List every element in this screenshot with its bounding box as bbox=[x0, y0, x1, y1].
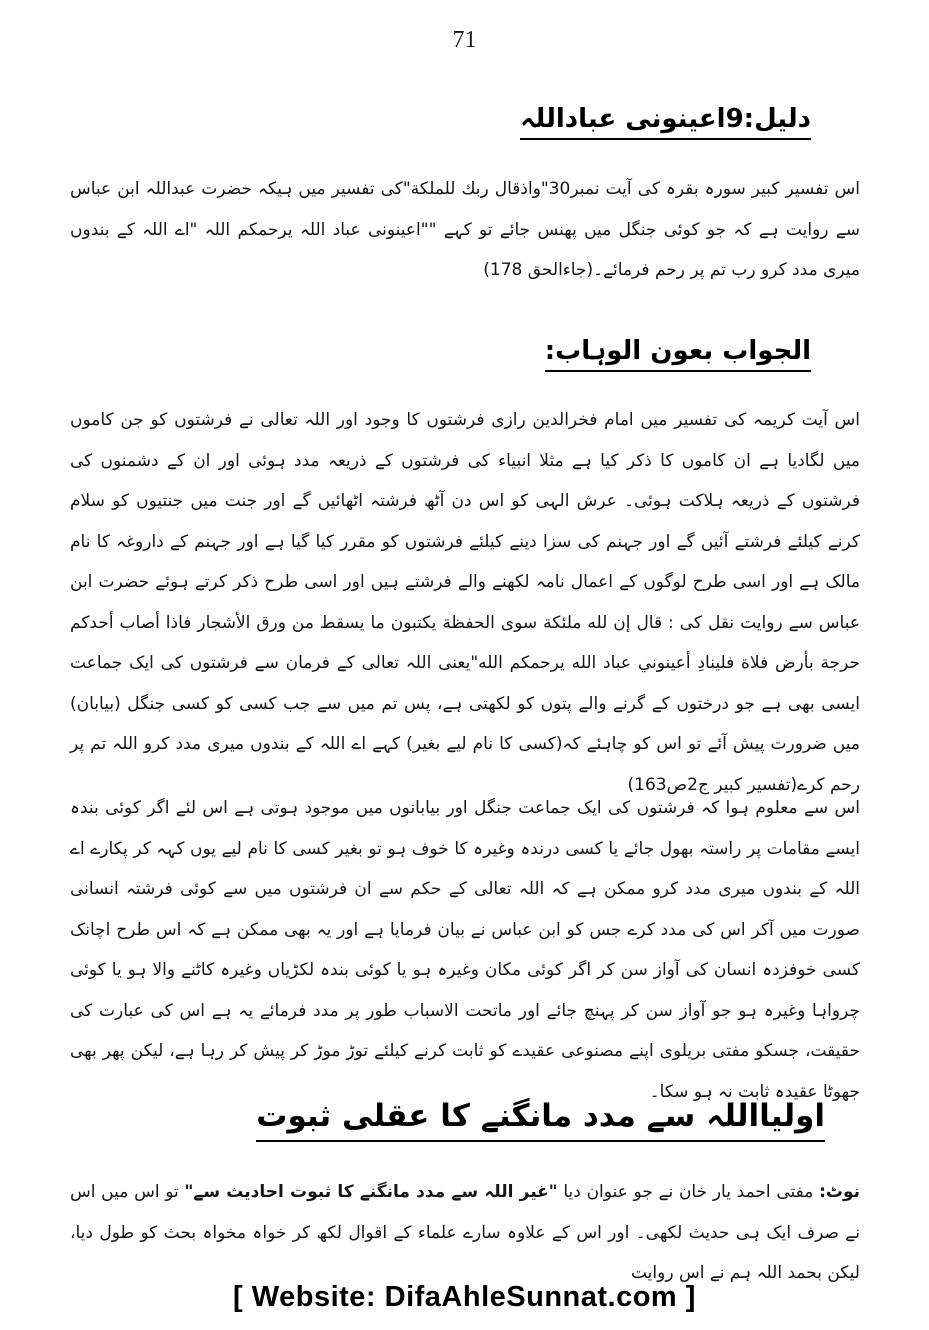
jawab-paragraph-2: اس سے معلوم ہوا کہ فرشتوں کی ایک جماعت جنگل اور بیابانوں میں موجود ہوتی ہے اس لئے اگر کوئی بندہ ایسے مقامات پر راستہ بھول جائے یا کسی درندہ وغیرہ کا خوف ہو تو بغیر کسی کا نام لیے یوں کہہ کر پکارے اے اللہ کے بندوں میری مدد کرو ممکن ہے کہ اللہ تعالی کے حکم سے ان فرشتوں میں سے کوئی فرشتہ انسانی صورت میں آکر اس کی مدد کرے جس کو ابن عباس نے بیان فرمایا ہے اور یہ بھی ممکن ہے کہ اس طرح اچانک کسی خوفزدہ انسان کی آواز سن کر اگر کوئی مکان وغیرہ ہو یا کوئی بندہ لکڑیاں وغیرہ کاٹنے والا ہو یا کوئی چرواہا وغیرہ ہو جو آواز سن کر پہنچ جائے اور ماتحت الاسباب طور پر مدد فرمائے یہ ہے اس کی عبارت کی حقیقت، جسکو مفتی بریلوی اپنے مصنوعی عقیدے کو ثابت کرنے کیلئے توڑ موڑ کر پیش کر رہا ہے، لیکن پھر بھی جھوٹا عقیدہ ثابت نہ ہو سکا۔ bbox=[70, 798, 860, 1102]
note-label: نوٹ: bbox=[819, 1182, 861, 1202]
note-text-after: تو اس میں اس نے صرف ایک ہی حدیث لکھی۔ اور اس کے علاوہ سارے علماء کے اقوال لکھ کر خواہ مخواہ بحث کو طول دیا، لیکن بحمد اللہ ہم نے اس روایت bbox=[70, 1182, 860, 1283]
page-number: 71 bbox=[452, 27, 477, 53]
section-heading-aqli-suboot: اولیااللہ سے مدد مانگنے کا عقلی ثبوت bbox=[256, 1098, 825, 1142]
note-text-before: مفتی احمد یار خان نے جو عنوان دیا bbox=[563, 1182, 814, 1202]
website-footer: [ Website: DifaAhleSunnat.com ] bbox=[233, 1281, 696, 1313]
note-paragraph bbox=[70, 1172, 860, 1294]
jawab-paragraph-1: اس آیت کریمہ کی تفسیر میں امام فخرالدین رازی فرشتوں کا وجود اور اللہ تعالی نے فرشتوں کو جن کاموں میں لگادیا ہے ان کاموں کا ذکر کیا ہے مثلا انبیاء کی فرشتوں کے ذریعہ مدد ہوئی اور ان کے دشمنوں کی فرشتوں کے ذریعہ ہلاکت ہوئی۔ عرش الہی کو اس دن آٹھ فرشتہ اٹھائیں گے اور جنت میں جنتیوں کو سلام کرنے کیلئے فرشتے آئیں گے اور جہنم کی سزا دینے کیلئے فرشتوں کو مقرر کیا گیا ہے اور جہنم کے داروغہ کا نام مالک ہے اور اسی طرح لوگوں کے اعمال نامہ لکھنے والے فرشتے ہیں اور اسی طرح ذکر کرتے ہوئے حضرت ابن عباس سے روایت نقل کی : قال إن لله ملئكة سوى الحفظة يكتبون ما يسقط من ورق الأشجار فاذا أصاب أحدكم حرجة بأرض فلاة فلينادِ أعينوني عباد الله يرحمكم الله"یعنی اللہ تعالی کے فرمان سے فرشتوں کی ایک جماعت ایسی بھی ہے جو درختوں کے گرنے والے پتوں کو لکھتی ہے، پس تم میں سے جب کسی کو کسی جنگل (بیابان) میں ضرورت پیش آئے تو اس کو چاہئے کہ(کسی کا نام لیے بغیر) کہے اے اللہ کے بندوں میری مدد کرو اللہ تم پر رحم کرے(تفسیر کبیر ج2ص163) bbox=[70, 410, 860, 795]
note-quote: "غیر اللہ سے مدد مانگنے کا ثبوت احادیث سے" bbox=[184, 1182, 558, 1202]
section-heading-daleel-9: دلیل:9اعینونی عباداللہ bbox=[520, 104, 811, 140]
section-heading-jawab: الجواب بعون الوہاب: bbox=[545, 336, 811, 372]
daleel-paragraph: اس تفسیر کبیر سورہ بقرہ کی آیت نمبر30"واذقال ربك للملكة"کی تفسیر میں ہیکہ حضرت عبداللہ ابن عباس سے روایت ہے کہ جو کوئی جنگل میں پھنس جائے تو کہے ""اعینونی عباد اللہ یرحمکم اللہ "اے اللہ کے بندوں میری مدد کرو رب تم پر رحم فرمائے۔(جاءالحق 178) bbox=[70, 179, 861, 280]
